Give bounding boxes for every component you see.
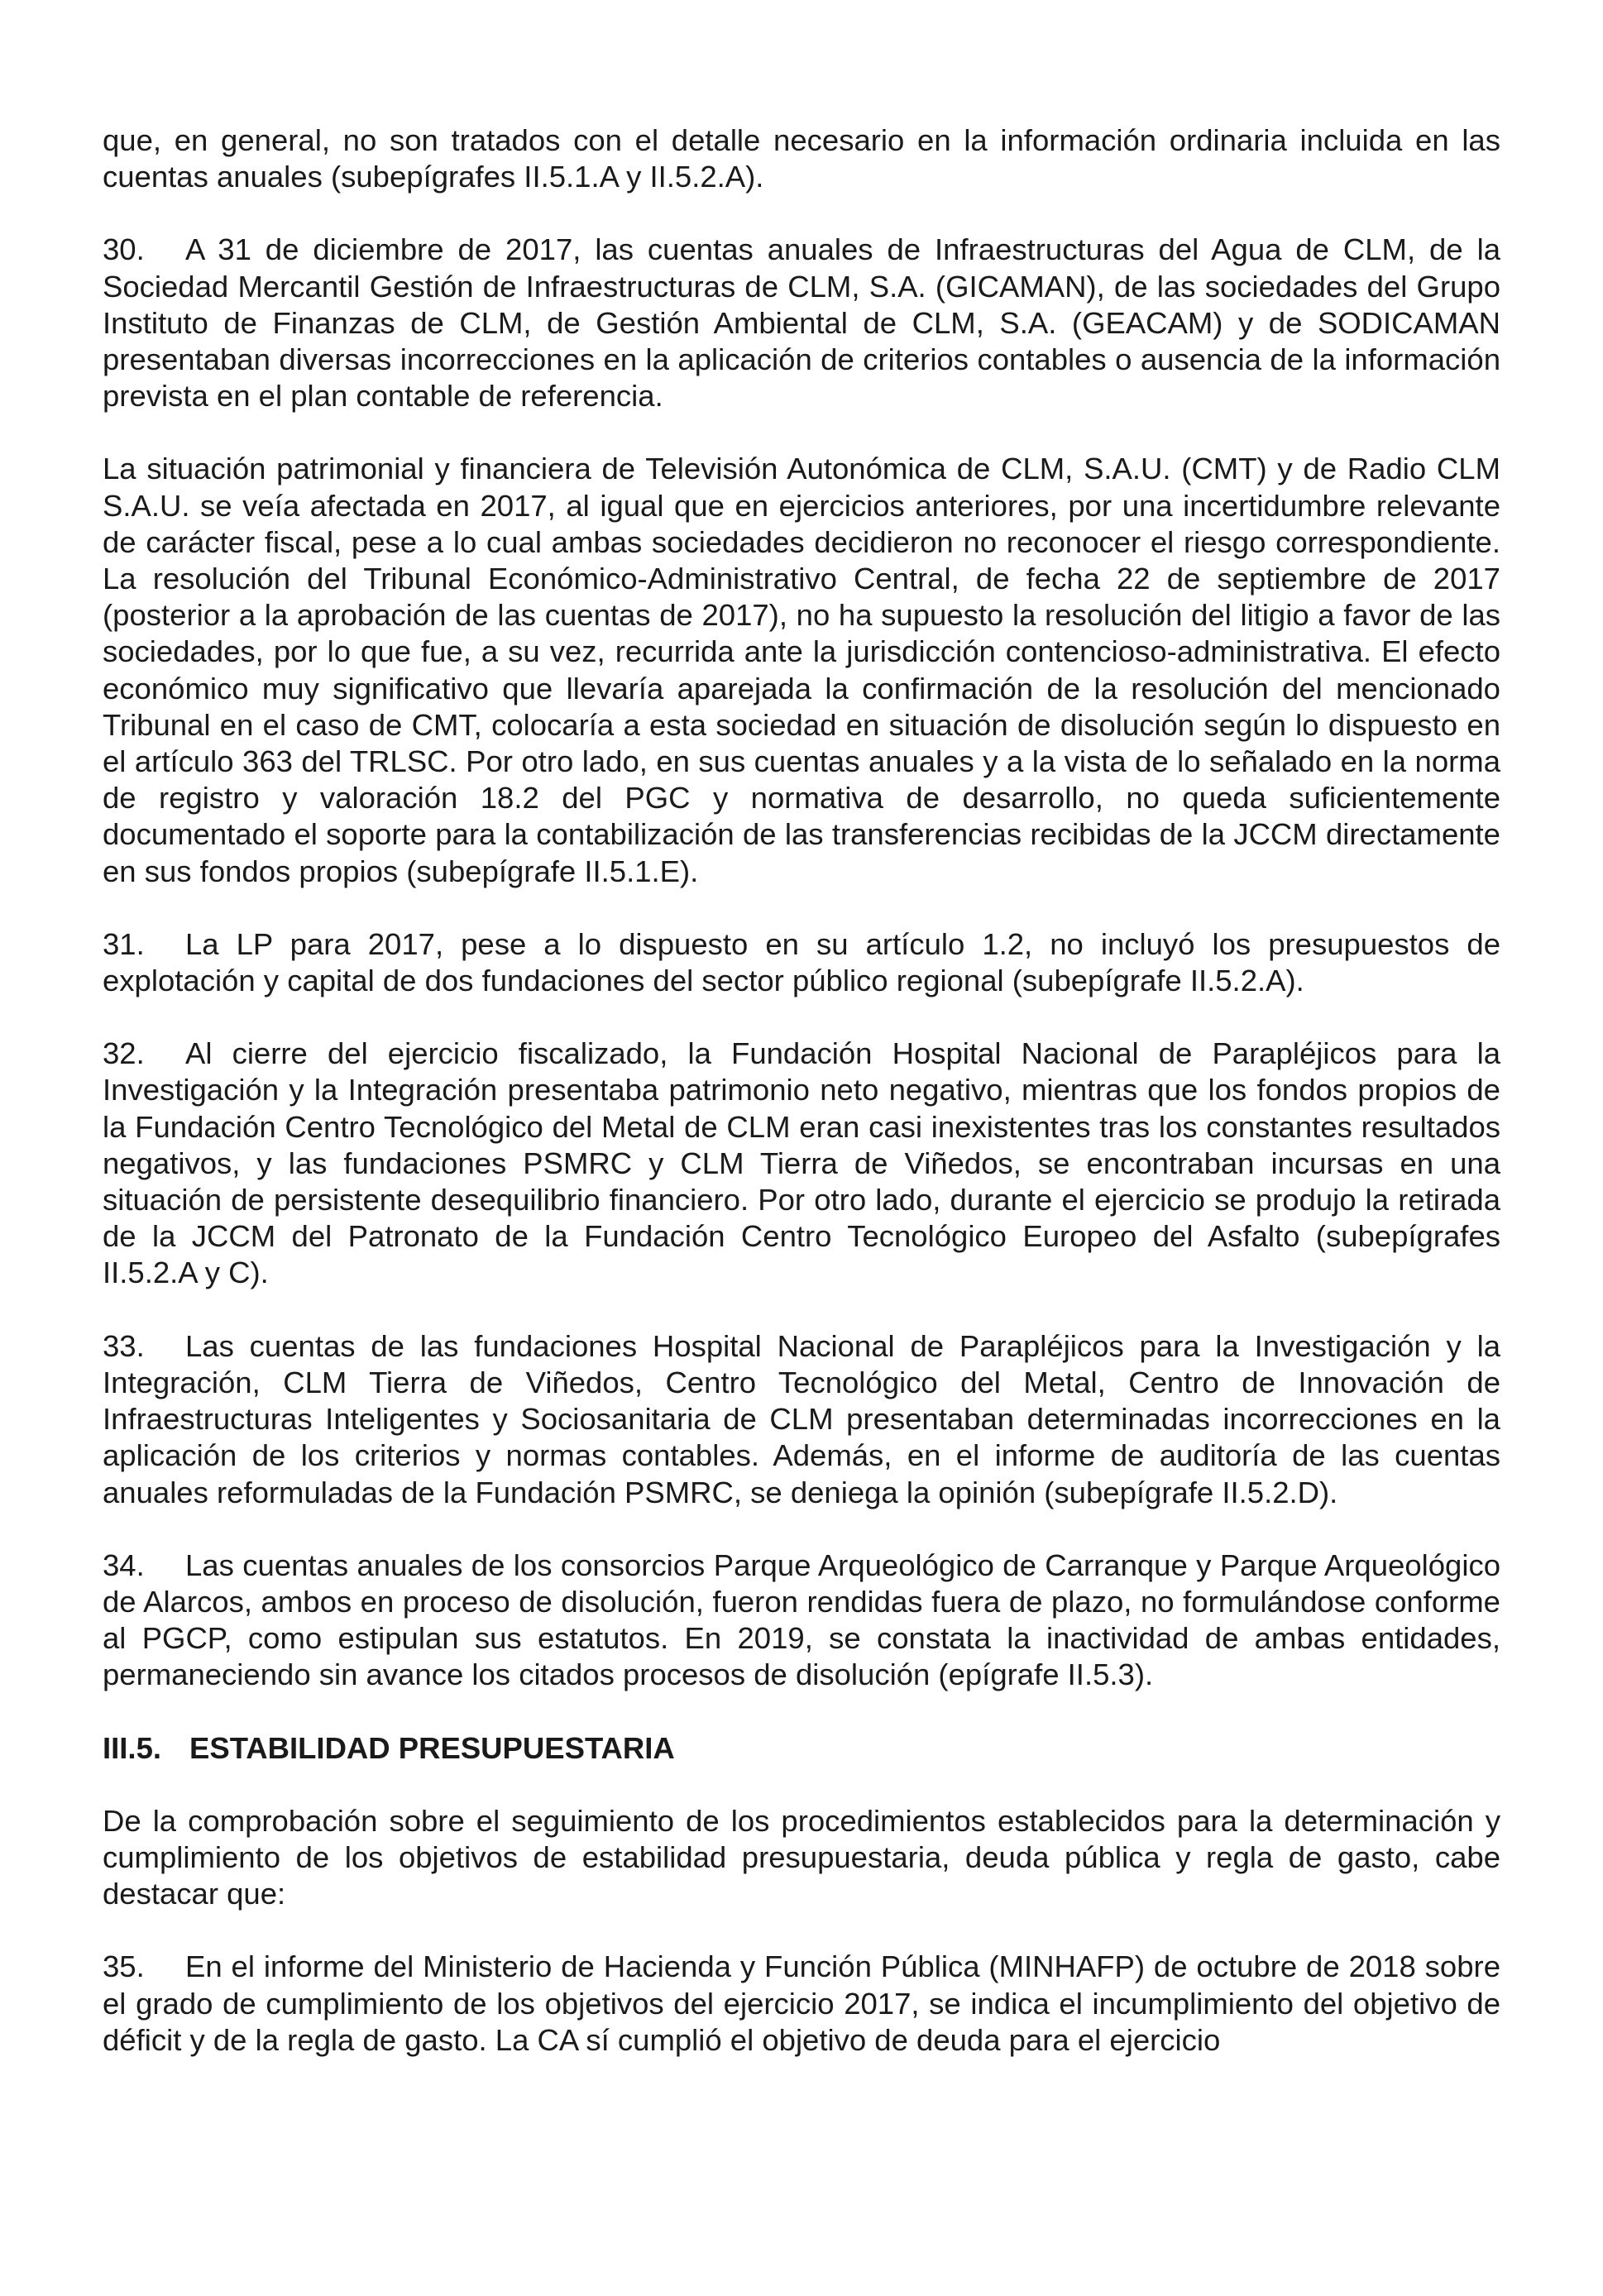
paragraph-30 [103, 232, 1500, 414]
paragraph-text: La situación patrimonial y financiera de Televisión Autonómica de CLM, S.A.U. (CMT) y de Radio CLM S.A.U. se veía afectada en 2017, al igual que en ejercicios anteriores, por una incertidumbre relevante de carácter fiscal, pese a lo cual ambas sociedades decidieron no reconocer el riesgo correspondiente. La resolución del Tribunal Económico-Administrativo Central, de fecha 22 de septiembre de 2017 (posterior a la aprobación de las cuentas de 2017), no ha supuesto la resolución del litigio a favor de las sociedades, por lo que fue, a su vez, recurrida ante la jurisdicción contencioso-administrativa. El efecto económico muy significativo que llevaría aparejada la confirmación de la resolución del mencionado Tribunal en el caso de CMT, colocaría a esta sociedad en situación de disolución según lo dispuesto en el artículo 363 del TRLSC. Por otro lado, en sus cuentas anuales y a la vista de lo señalado en la norma de registro y valoración 18.2 del PGC y normativa de desarrollo, no queda suficientemente documentado el soporte para la contabilización de las transferencias recibidas de la JCCM directamente en sus fondos propios (subepígrafe II.5.1.E). [103, 452, 1500, 888]
paragraph-31 [103, 926, 1500, 999]
paragraph-intro [103, 1803, 1500, 1913]
paragraph-33 [103, 1328, 1500, 1511]
paragraph-number: 31. [103, 926, 145, 961]
paragraph-number: 34. [103, 1547, 145, 1582]
section-heading [103, 1730, 1500, 1767]
paragraph-text: Al cierre del ejercicio fiscalizado, la Fundación Hospital Nacional de Parapléjicos para la Investigación y la Integración presentaba patrimonio neto negativo, mientras que los fondos propios de la Fundación Centro Tecnológico del Metal de CLM eran casi inexistentes tras los constantes resultados negativos, y las fundaciones PSMRC y CLM Tierra de Viñedos, se encontraban incursas en una situación de persistente desequilibrio financiero. Por otro lado, durante el ejercicio se produjo la retirada de la JCCM del Patronato de la Fundación Centro Tecnológico Europeo del Asfalto (subepígrafes II.5.2.A y C). [103, 1036, 1500, 1290]
paragraph-number: 33. [103, 1328, 145, 1363]
paragraph-text: Las cuentas anuales de los consorcios Parque Arqueológico de Carranque y Parque Arqueológico de Alarcos, ambos en proceso de disolución, fueron rendidas fuera de plazo, no formulándose conforme al PGCP, como estipulan sus estatutos. En 2019, se constata la inactividad de ambas entidades, permaneciendo sin avance los citados procesos de disolución (epígrafe II.5.3). [103, 1547, 1500, 1692]
paragraph-text: La LP para 2017, pese a lo dispuesto en su artículo 1.2, no incluyó los presupuestos de explotación y capital de dos fundaciones del sector público regional (subepígrafe II.5.2.A). [103, 926, 1500, 998]
document-page [103, 122, 1500, 2095]
paragraph-text: que, en general, no son tratados con el detalle necesario en la información ordinaria incluida en las cuentas anuales (subepígrafes II.5.1.A y II.5.2.A). [103, 123, 1500, 194]
paragraph-34 [103, 1547, 1500, 1694]
paragraph-text: En el informe del Ministerio de Hacienda y Función Pública (MINHAFP) de octubre de 2018 sobre el grado de cumplimiento de los objetivos del ejercicio 2017, se indica el incumplimiento del objetivo de déficit y de la regla de gasto. La CA sí cumplió el objetivo de deuda para el ejercicio [103, 1949, 1500, 2057]
paragraph-32 [103, 1036, 1500, 1291]
paragraph-text: Las cuentas de las fundaciones Hospital Nacional de Parapléjicos para la Investigación y la Integración, CLM Tierra de Viñedos, Centro Tecnológico del Metal, Centro de Innovación de Infraestructuras Inteligentes y Sociosanitaria de CLM presentaban determinadas incorrecciones en la aplicación de los criterios y normas contables. Además, en el informe de auditoría de las cuentas anuales reformuladas de la Fundación PSMRC, se deniega la opinión (subepígrafe II.5.2.D). [103, 1328, 1500, 1509]
paragraph-number: 35. [103, 1949, 145, 1984]
paragraph-number: 32. [103, 1036, 145, 1071]
paragraph-text: De la comprobación sobre el seguimiento de los procedimientos establecidos para la determinación y cumplimiento de los objetivos de estabilidad presupuestaria, deuda pública y regla de gasto, cabe destacar que: [103, 1803, 1500, 1911]
paragraph-30-continued [103, 451, 1500, 889]
paragraph-continuation [103, 122, 1500, 195]
paragraph-number: 30. [103, 232, 145, 267]
section-number: III.5. [103, 1730, 162, 1765]
paragraph-35 [103, 1949, 1500, 2059]
paragraph-text: A 31 de diciembre de 2017, las cuentas anuales de Infraestructuras del Agua de CLM, de la Sociedad Mercantil Gestión de Infraestructuras de CLM, S.A. (GICAMAN), de las sociedades del Grupo Instituto de Finanzas de CLM, de Gestión Ambiental de CLM, S.A. (GEACAM) y de SODICAMAN presentaban diversas incorrecciones en la aplicación de criterios contables o ausencia de la información prevista en el plan contable de referencia. [103, 232, 1500, 414]
section-title: ESTABILIDAD PRESUPUESTARIA [189, 1730, 675, 1765]
